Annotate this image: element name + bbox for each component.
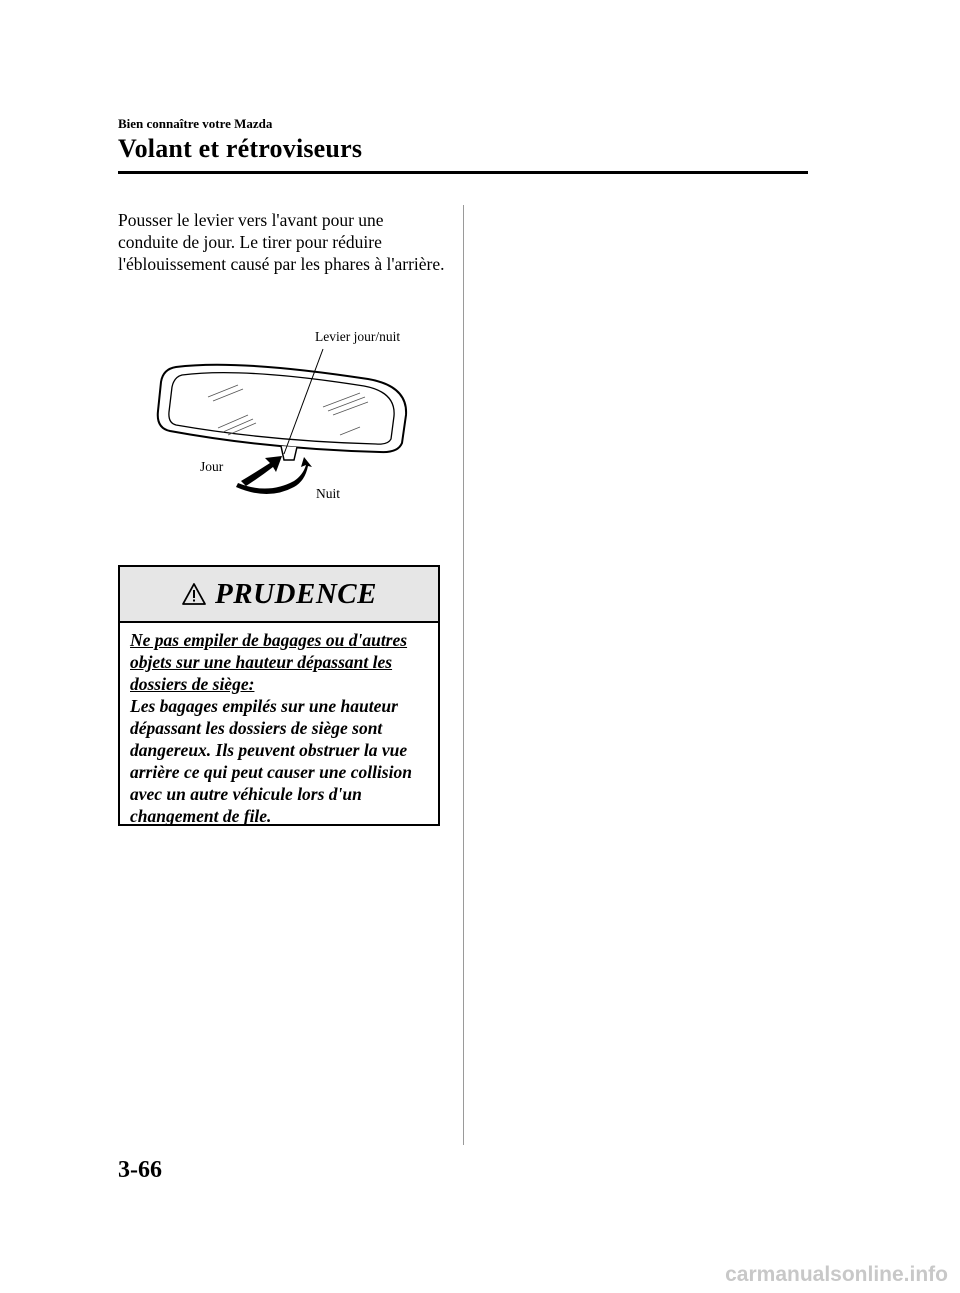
lever-label: Levier jour/nuit	[315, 329, 401, 344]
rearview-mirror-figure	[118, 315, 448, 515]
title-rule	[118, 171, 808, 174]
day-label: Jour	[200, 459, 224, 474]
page-number: 3-66	[118, 1157, 162, 1183]
intro-paragraph: Pousser le levier vers l'avant pour une conduite de jour. Le tirer pour réduire l'éblouissement causé par les phares à l'arrière.	[118, 210, 445, 274]
page-title: Volant et rétroviseurs	[118, 134, 363, 163]
column-divider	[463, 205, 464, 1145]
day-night-lever	[281, 446, 297, 460]
watermark: carmanualsonline.info	[725, 1263, 948, 1286]
night-label: Nuit	[316, 486, 341, 501]
caution-header	[120, 567, 438, 623]
caution-box	[118, 565, 440, 826]
caution-text: Les bagages empilés sur une hauteur dépassant les dossiers de siège sont dangereux. Ils peuvent obstruer la vue arrière ce qui peut causer une collision avec un autre véhicule lors d'un changement de file.	[130, 696, 412, 826]
day-arrow	[241, 456, 282, 486]
caution-title: PRUDENCE	[215, 577, 377, 610]
caution-lead: Ne pas empiler de bagages ou d'autres objets sur une hauteur dépassant les dossiers de siège:	[130, 630, 408, 694]
caution-body	[120, 623, 438, 827]
warning-triangle-icon	[181, 582, 207, 606]
rearview-mirror-illustration	[118, 315, 448, 515]
section-label: Bien connaître votre Mazda	[118, 116, 273, 131]
